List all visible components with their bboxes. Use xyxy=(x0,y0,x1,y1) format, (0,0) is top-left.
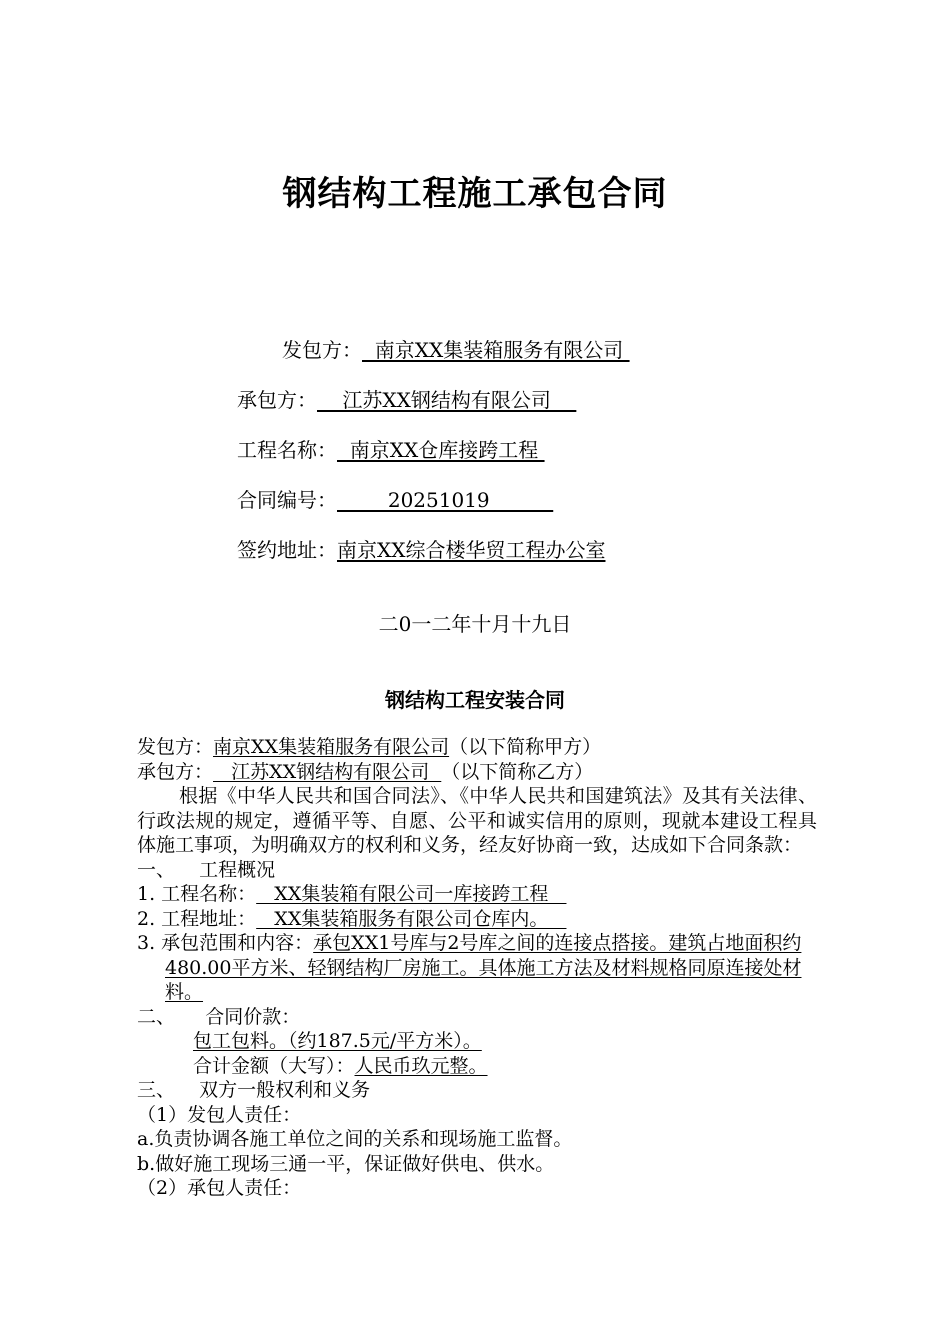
cover-contract-no-value: 20251019 xyxy=(337,488,554,512)
cover-party-b xyxy=(237,386,576,414)
cover-party-a-value: 南京XX集装箱服务有限公司 xyxy=(362,338,630,362)
total-value: 人民币玖元整。 xyxy=(354,1054,488,1077)
cover-project xyxy=(237,436,545,464)
contractor-duties-heading: （2）承包人责任： xyxy=(137,1177,302,1199)
body-party-b-suffix: （以下简称乙方） xyxy=(441,760,594,783)
body-party-b-label: 承包方： xyxy=(137,760,214,783)
section-3-heading: 三、 双方一般权利和义务 xyxy=(137,1079,371,1101)
item-scope-label: 3. 承包范围和内容： xyxy=(137,932,314,954)
cover-party-a-label: 发包方： xyxy=(282,338,362,362)
body-party-a-label: 发包方： xyxy=(137,736,214,758)
section-2-heading: 二、 合同价款： xyxy=(137,1005,301,1028)
total-line xyxy=(137,1054,817,1079)
item-project-name-value: XX集装箱有限公司一库接跨工程 xyxy=(256,883,567,905)
body-party-b xyxy=(137,760,817,785)
contract-body xyxy=(137,735,817,1201)
body-party-a xyxy=(137,735,817,760)
body-party-a-value: 南京XX集装箱服务有限公司 xyxy=(213,736,450,758)
cover-project-label: 工程名称： xyxy=(237,438,337,462)
total-label: 合计金额（大写）： xyxy=(193,1054,355,1077)
cover-date: 二0一二年十月十九日 xyxy=(378,612,572,636)
duty-a: a.负责协调各施工单位之间的关系和现场施工监督。 xyxy=(137,1128,573,1150)
cover-sign-place-value: 南京XX综合楼华贸工程办公室 xyxy=(337,538,606,562)
item-project-address xyxy=(137,907,817,932)
item-scope-value: 承包XX1号库与2号库之间的连接点搭接。建筑占地面积约480.00平方米、轻钢结构厂房施工。具体施工方法及材料规格同原连接处材料。 xyxy=(165,932,802,1003)
intro-paragraph: 根据《中华人民共和国合同法》、《中华人民共和国建筑法》及其有关法律、行政法规的规定，遵循平等、自愿、公平和诚实信用的原则，现就本建设工程具体施工事项，为明确双方的权利和义务，经友好协商一致，达成如下合同条款： xyxy=(137,785,817,856)
employer-duties-heading: （1）发包人责任： xyxy=(137,1103,302,1126)
price-line xyxy=(137,1029,817,1054)
body-party-a-suffix: （以下简称甲方） xyxy=(449,736,602,758)
document-title: 钢结构工程施工承包合同 xyxy=(282,174,668,214)
cover-party-b-value: 江苏XX钢结构有限公司 xyxy=(317,388,577,412)
section-subtitle: 钢结构工程安装合同 xyxy=(385,688,565,712)
body-party-b-value: 江苏XX钢结构有限公司 xyxy=(213,760,442,783)
price-value: 包工包料。（约187.5元/平方米）。 xyxy=(193,1030,482,1052)
item-scope xyxy=(137,931,817,1005)
item-project-address-value: XX集装箱服务有限公司仓库内。 xyxy=(256,907,567,930)
cover-project-value: 南京XX仓库接跨工程 xyxy=(337,438,545,462)
cover-contract-no xyxy=(237,486,553,514)
cover-party-a xyxy=(282,336,630,364)
cover-party-b-label: 承包方： xyxy=(237,388,317,412)
section-1-heading: 一、 工程概况 xyxy=(137,858,276,881)
cover-contract-no-label: 合同编号： xyxy=(237,488,337,512)
duty-b: b.做好施工现场三通一平，保证做好供电、供水。 xyxy=(137,1152,555,1175)
cover-sign-place xyxy=(237,536,605,564)
cover-sign-place-label: 签约地址： xyxy=(237,538,337,562)
item-project-name-label: 1. 工程名称： xyxy=(137,883,257,905)
item-project-name xyxy=(137,882,817,907)
item-project-address-label: 2. 工程地址： xyxy=(137,907,257,930)
